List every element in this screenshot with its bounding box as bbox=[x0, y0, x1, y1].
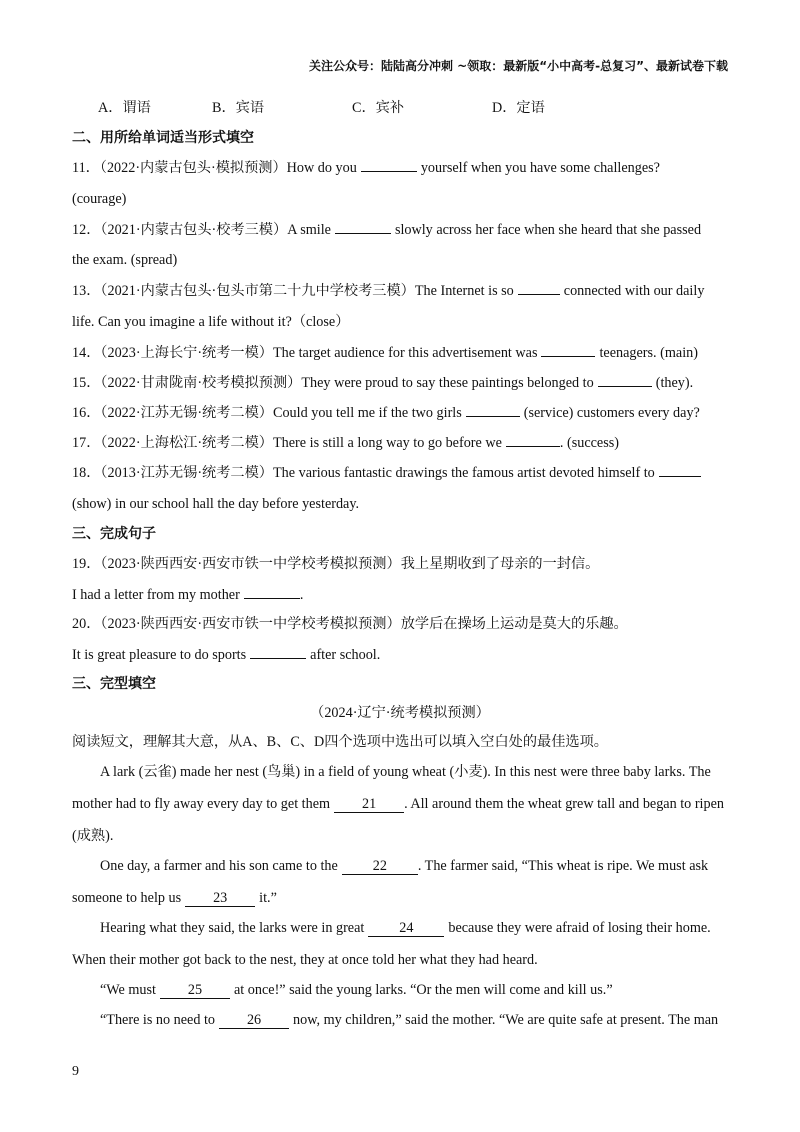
q16-blank[interactable] bbox=[466, 402, 520, 417]
q17-text-post: . (success) bbox=[559, 435, 619, 451]
q18-source: （2013·江苏无锡·统考二模） bbox=[100, 465, 273, 481]
q15-text-pre: They were proud to say these paintings belonged to bbox=[301, 375, 594, 391]
cloze-p1-line2 bbox=[72, 794, 728, 814]
q15-blank[interactable] bbox=[598, 372, 652, 387]
q20-answer-line bbox=[72, 644, 728, 665]
q15-text-post: (they). bbox=[655, 375, 694, 391]
page-header: 关注公众号：陆陆高分冲刺 ~领取：最新版“小中高考-总复习”、最新试卷下载 bbox=[309, 59, 728, 73]
cloze-p3-pre: Hearing what they said, the larks were in great bbox=[100, 920, 365, 936]
q12-text-post: slowly across her face when she heard that she passed bbox=[394, 222, 702, 238]
q20-num: 20． bbox=[72, 616, 101, 632]
section-3a-title: 三、完成句子 bbox=[72, 526, 156, 542]
question-15 bbox=[72, 372, 728, 393]
cloze-p2b-pre: someone to help us bbox=[72, 890, 182, 906]
cloze-blank-26[interactable]: 26 bbox=[219, 1012, 289, 1029]
option-c[interactable]: C．宾补 bbox=[352, 100, 405, 116]
q17-blank[interactable] bbox=[506, 432, 560, 447]
q17-text-pre: There is still a long way to go before we bbox=[273, 435, 502, 451]
q17-source: （2022·上海松江·统考二模） bbox=[100, 435, 273, 451]
cloze-p3-line2: When their mother got back to the nest, they at once told her what they had heard. bbox=[72, 952, 538, 968]
q15-source: （2022·甘肃陇南·校考模拟预测） bbox=[100, 375, 302, 391]
q18-blank[interactable] bbox=[659, 462, 701, 477]
question-13 bbox=[72, 280, 728, 301]
q18-num: 18． bbox=[72, 465, 101, 481]
q19-answer-line bbox=[72, 584, 728, 605]
q19-chinese: 我上星期收到了母亲的一封信。 bbox=[400, 556, 600, 572]
page-number: 9 bbox=[72, 1064, 79, 1079]
q16-num: 16． bbox=[72, 405, 101, 421]
question-18 bbox=[72, 462, 728, 483]
question-16 bbox=[72, 402, 728, 423]
q11-blank[interactable] bbox=[361, 157, 417, 172]
q14-num: 14． bbox=[72, 345, 101, 361]
cloze-p2b-post: it.” bbox=[259, 890, 277, 906]
q16-source: （2022·江苏无锡·统考二模） bbox=[100, 405, 273, 421]
q11-num: 11． bbox=[72, 160, 100, 176]
q14-blank[interactable] bbox=[541, 342, 595, 357]
q19-blank[interactable] bbox=[244, 584, 300, 599]
q19-text-post: . bbox=[299, 587, 304, 603]
q17-num: 17． bbox=[72, 435, 101, 451]
q13-line2: life. Can you imagine a life without it?（close） bbox=[72, 314, 350, 330]
cloze-p4-line1 bbox=[72, 980, 728, 1000]
q11-text-pre: How do you bbox=[286, 160, 357, 176]
question-19 bbox=[72, 554, 728, 574]
q12-num: 12． bbox=[72, 222, 101, 238]
q11-hint: (courage) bbox=[72, 191, 127, 207]
cloze-p1-post: . All around them the wheat grew tall and began to ripen bbox=[404, 796, 724, 812]
q13-num: 13． bbox=[72, 283, 101, 299]
question-11 bbox=[72, 157, 728, 178]
q18-line2: (show) in our school hall the day before yesterday. bbox=[72, 496, 360, 512]
cloze-p1-line1: A lark (云雀) made her nest (鸟巢) in a field of young wheat (小麦). In this nest were three baby larks. The bbox=[100, 764, 711, 780]
cloze-p2-post: . The farmer said, “This wheat is ripe. We must ask bbox=[417, 858, 709, 874]
q11-text-post: yourself when you have some challenges? bbox=[420, 160, 660, 176]
q15-num: 15． bbox=[72, 375, 101, 391]
cloze-p4-pre: “We must bbox=[100, 982, 156, 998]
cloze-blank-21[interactable]: 21 bbox=[334, 796, 404, 813]
cloze-p1-line3: (成熟). bbox=[72, 828, 114, 844]
question-12 bbox=[72, 219, 728, 240]
q19-source: （2023·陕西西安·西安市铁一中学校考模拟预测） bbox=[100, 556, 401, 572]
q12-line2: the exam. (spread) bbox=[72, 252, 178, 268]
section-2-title: 二、用所给单词适当形式填空 bbox=[72, 130, 254, 146]
q12-text-pre: A smile bbox=[287, 222, 331, 238]
q19-text-pre: I had a letter from my mother bbox=[72, 587, 240, 603]
q20-source: （2023·陕西西安·西安市铁一中学校考模拟预测） bbox=[100, 616, 401, 632]
question-14 bbox=[72, 342, 728, 363]
q19-num: 19． bbox=[72, 556, 101, 572]
q20-blank[interactable] bbox=[250, 644, 306, 659]
cloze-p4-post: at once!” said the young larks. “Or the men will come and kill us.” bbox=[234, 982, 613, 998]
q14-text-pre: The target audience for this advertisement was bbox=[273, 345, 538, 361]
q20-chinese: 放学后在操场上运动是莫大的乐趣。 bbox=[400, 616, 628, 632]
q12-blank[interactable] bbox=[335, 219, 391, 234]
cloze-p5-pre: “There is no need to bbox=[100, 1012, 216, 1028]
cloze-blank-25[interactable]: 25 bbox=[160, 982, 230, 999]
option-b[interactable]: B．宾语 bbox=[212, 100, 265, 116]
cloze-p5-post: now, my children,” said the mother. “We are quite safe at present. The man bbox=[293, 1012, 719, 1028]
cloze-blank-22[interactable]: 22 bbox=[342, 858, 418, 875]
cloze-p2-line1 bbox=[72, 856, 728, 876]
cloze-instruction: 阅读短文，理解其大意，从A、B、C、D四个选项中选出可以填入空白处的最佳选项。 bbox=[72, 734, 608, 750]
q16-text-post: (service) customers every day? bbox=[523, 405, 700, 421]
q16-text-pre: Could you tell me if the two girls bbox=[273, 405, 462, 421]
q20-text-pre: It is great pleasure to do sports bbox=[72, 647, 247, 663]
q13-source: （2021·内蒙古包头·包头市第二十九中学校考三模） bbox=[100, 283, 415, 299]
q13-text-pre: The Internet is so bbox=[414, 283, 514, 299]
q20-text-post: after school. bbox=[310, 647, 381, 663]
q12-source: （2021·内蒙古包头·校考三模） bbox=[100, 222, 288, 238]
cloze-blank-24[interactable]: 24 bbox=[368, 920, 444, 937]
cloze-blank-23[interactable]: 23 bbox=[185, 890, 255, 907]
cloze-p5-line1 bbox=[72, 1010, 728, 1030]
cloze-p1-pre: mother had to fly away every day to get them bbox=[72, 796, 331, 812]
q13-text-post: connected with our daily bbox=[563, 283, 705, 299]
question-17 bbox=[72, 432, 728, 453]
option-a[interactable]: A．谓语 bbox=[98, 100, 151, 116]
cloze-p2-line2 bbox=[72, 888, 728, 908]
cloze-p3-line1 bbox=[72, 918, 728, 938]
cloze-source: （2024·辽宁·统考模拟预测） bbox=[310, 705, 490, 721]
q14-source: （2023·上海长宁·统考一模） bbox=[100, 345, 273, 361]
option-d[interactable]: D．定语 bbox=[492, 100, 545, 116]
section-3b-title: 三、完型填空 bbox=[72, 676, 156, 692]
q14-text-post: teenagers. (main) bbox=[599, 345, 698, 361]
q18-text-pre: The various fantastic drawings the famous artist devoted himself to bbox=[273, 465, 655, 481]
question-20 bbox=[72, 614, 728, 634]
cloze-p2-pre: One day, a farmer and his son came to the bbox=[100, 858, 338, 874]
cloze-p3-post: because they were afraid of losing their home. bbox=[448, 920, 711, 936]
q11-source: （2022·内蒙古包头·模拟预测） bbox=[99, 160, 287, 176]
q13-blank[interactable] bbox=[518, 280, 560, 295]
